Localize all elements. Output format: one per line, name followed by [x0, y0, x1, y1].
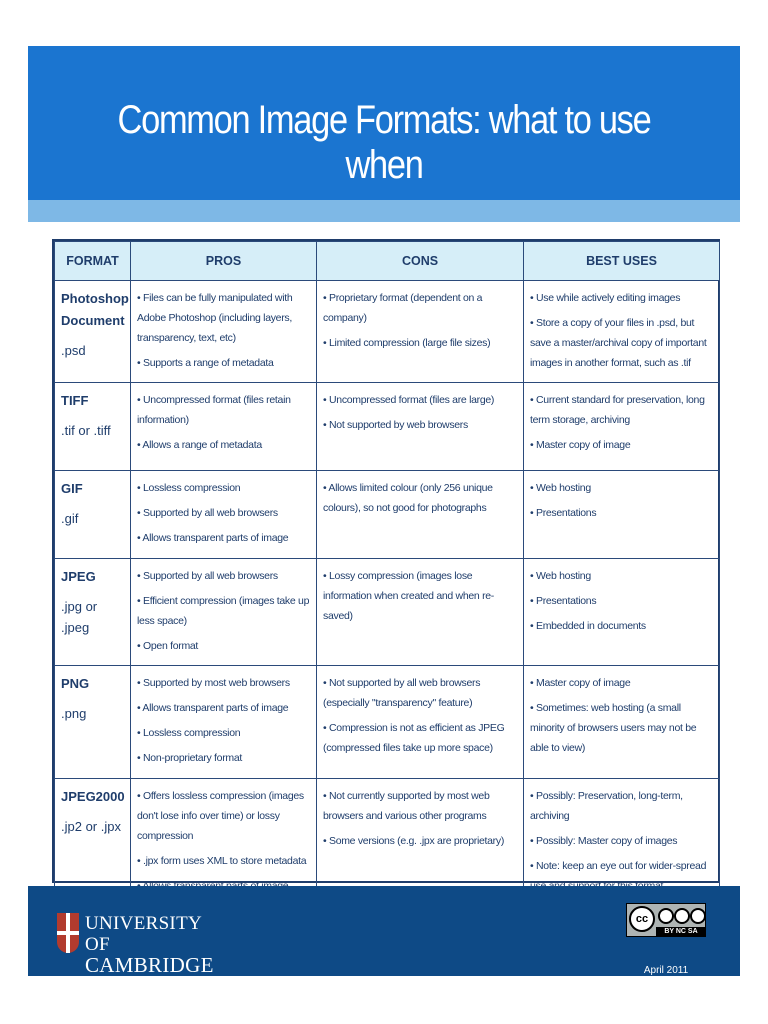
cons-cell: [317, 559, 524, 666]
format-cell: [55, 471, 131, 559]
uses-item: • Embedded in documents: [530, 620, 646, 632]
uses-item: • Current standard for preservation, long term storage, archiving: [530, 394, 705, 426]
format-extension: .jpg or .jpeg: [61, 599, 98, 635]
cc-license-badge: [626, 903, 706, 976]
cons-item: • Not supported by web browsers: [323, 419, 468, 431]
date-label: April 2011: [643, 965, 689, 976]
uses-item: • Presentations: [530, 507, 597, 519]
cons-item: • Not currently supported by most web browsers and various other programs: [323, 790, 490, 822]
cons-item: • Allows limited colour (only 256 unique colours), so not good for photographs: [323, 482, 493, 514]
format-name: GIF: [61, 481, 83, 496]
nc-icon: [674, 908, 690, 924]
cons-cell: [317, 281, 524, 383]
uses-item: • Master copy of image: [530, 677, 631, 689]
pros-item: • Open format: [137, 640, 199, 652]
cons-item: • Lossy compression (images lose information when created and when re-saved): [323, 570, 495, 622]
pros-item: • Lossless compression: [137, 727, 241, 739]
format-name: JPEG: [61, 569, 96, 584]
format-cell: [55, 666, 131, 779]
cons-cell: [317, 471, 524, 559]
pros-item: • Allows transparent parts of image: [137, 702, 289, 714]
format-name: JPEG2000: [61, 789, 125, 804]
formats-table: [52, 239, 720, 883]
uses-item: • Possibly: Preservation, long-term, archiving: [530, 790, 683, 822]
cons-cell: [317, 666, 524, 779]
cc-symbol: cc: [629, 906, 655, 932]
pros-item: • Supported by most web browsers: [137, 677, 290, 689]
cons-item: • Uncompressed format (files are large): [323, 394, 495, 406]
format-extension: .gif: [61, 511, 79, 526]
format-cell: [55, 281, 131, 383]
pros-item: • Files can be fully manipulated with Adobe Photoshop (including layers, transparency, text, etc): [137, 292, 293, 344]
cons-item: • Compression is not as efficient as JPEG (compressed files take up more space): [323, 722, 505, 754]
pros-item: • Non-proprietary format: [137, 752, 243, 764]
university-line2: CAMBRIDGE: [85, 953, 214, 977]
shield-icon: [57, 913, 79, 953]
slide: [28, 46, 740, 976]
table-row: [55, 559, 720, 666]
title-band: [28, 46, 740, 200]
cons-item: • Not supported by all web browsers (especially "transparency" feature): [323, 677, 481, 709]
title-stripe: [28, 200, 740, 222]
pros-item: • .jpx form uses XML to store metadata: [137, 855, 307, 867]
format-name: Photoshop Document: [61, 291, 129, 328]
table-row: [55, 281, 720, 383]
uses-item: • Use while actively editing images: [530, 292, 681, 304]
footer: [28, 886, 740, 976]
pros-item: • Supports a range of metadata: [137, 357, 274, 369]
format-name: TIFF: [61, 393, 89, 408]
university-line1: UNIVERSITY OF: [85, 913, 202, 955]
pros-item: • Allows transparent parts of image: [137, 532, 289, 544]
pros-cell: [131, 666, 317, 779]
format-extension: .tif or .tiff: [61, 423, 111, 438]
format-extension: .psd: [61, 343, 86, 358]
pros-item: • Supported by all web browsers: [137, 570, 278, 582]
cons-item: • Proprietary format (dependent on a company): [323, 292, 483, 324]
uses-cell: [524, 281, 720, 383]
pros-cell: [131, 471, 317, 559]
pros-item: • Uncompressed format (files retain information): [137, 394, 291, 426]
pros-item: • Efficient compression (images take up less space): [137, 595, 310, 627]
format-extension: .jp2 or .jpx: [61, 819, 121, 834]
pros-cell: [131, 281, 317, 383]
header-cons: CONS: [317, 242, 524, 281]
format-cell: [55, 383, 131, 471]
cc-badge-icon: [626, 903, 706, 937]
pros-cell: [131, 559, 317, 666]
pros-item: • Allows a range of metadata: [137, 439, 262, 451]
uses-item: • Web hosting: [530, 570, 591, 582]
sa-icon: [690, 908, 706, 924]
header-best-uses: BEST USES: [524, 242, 720, 281]
format-name: PNG: [61, 676, 90, 691]
pros-item: • Supported by all web browsers: [137, 507, 278, 519]
uses-item: • Possibly: Master copy of images: [530, 835, 678, 847]
table-row: [55, 471, 720, 559]
format-cell: [55, 559, 131, 666]
uses-cell: [524, 666, 720, 779]
uses-item: • Presentations: [530, 595, 597, 607]
license-strip: BY NC SA: [656, 927, 706, 937]
cons-cell: [317, 383, 524, 471]
table-row: [55, 666, 720, 779]
table-header-row: [55, 242, 720, 281]
cons-item: • Some versions (e.g. .jpx are proprietary): [323, 835, 505, 847]
header-pros: PROS: [131, 242, 317, 281]
uses-cell: [524, 471, 720, 559]
pros-item: • Lossless compression: [137, 482, 241, 494]
cons-item: • Limited compression (large file sizes): [323, 337, 491, 349]
by-icon: [658, 908, 674, 924]
pros-item: • Offers lossless compression (images don't lose info over time) or lossy compression: [137, 790, 304, 842]
header-format: FORMAT: [55, 242, 131, 281]
cambridge-logo: [57, 913, 214, 977]
format-extension: .png: [61, 706, 87, 721]
slide-title: Common Image Formats: what to use when: [117, 98, 651, 187]
uses-item: • Master copy of image: [530, 439, 631, 451]
uses-item: • Sometimes: web hosting (a small minority of browsers users may not be able to view): [530, 702, 697, 754]
university-name: [85, 913, 214, 976]
uses-item: • Note: keep an eye out for wider-spread: [530, 860, 707, 872]
uses-cell: [524, 559, 720, 666]
uses-item: • Store a copy of your files in .psd, but save a master/archival copy of important images in another format, such as .tif: [530, 317, 707, 369]
table-row: [55, 383, 720, 471]
pros-cell: [131, 383, 317, 471]
uses-cell: [524, 383, 720, 471]
uses-item: • Web hosting: [530, 482, 591, 494]
